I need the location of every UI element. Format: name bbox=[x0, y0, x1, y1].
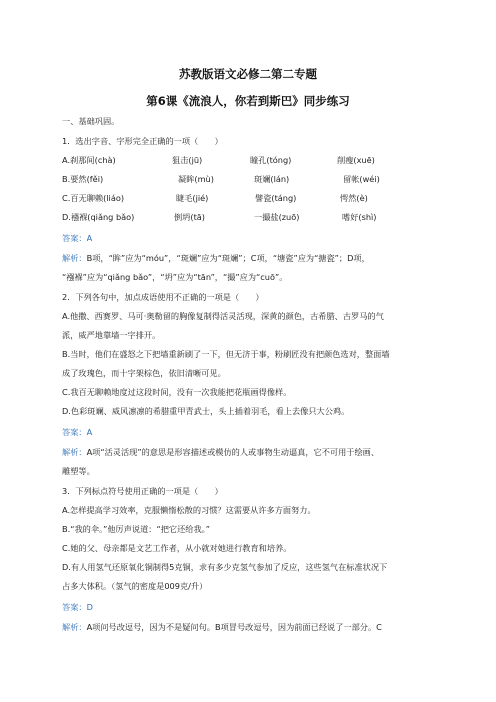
page-title: 苏教版语文必修二第二专题 bbox=[179, 67, 317, 81]
question-3-answer: 答案：D bbox=[62, 602, 93, 612]
question-3-option-d-line-2: 占多大体积。（氢气的密度是009克/升） bbox=[62, 581, 208, 591]
lesson-title: 第6课《流浪人，你若到斯巴》同步练习 bbox=[146, 94, 350, 108]
question-3-option-c: C.她的父、母亲都是文艺工作者，从小就对她进行教育和培养。 bbox=[62, 543, 292, 553]
question-2-option-b-line-1: B.当时，他们在盛怒之下把墙重新刷了一下，但无济于事，粉刷匠没有把颜色选对，整面墙 bbox=[62, 349, 390, 359]
document-page: 苏教版语文必修二第二专题 第6课《流浪人，你若到斯巴》同步练习 一、基础巩固。 1．选出字音、字形完全正确的一项（ ） A.刹那间(chà) 狙击(jū) 瞳孔(tóng) 削瘦(xuē) B.要然(fěi) 凝眸(mù) 斑斓(lán) 留帐(wéi) C.百无聊赖(liáo) 睫毛(jié) 譬瓷(táng) 愕然(è) D.襁褓(qiǎng bǎo) 倒坍(tā) 一撮盐(zuō) 嗜好(shì) 答案：A 解析：B项，“眸”应为“móu”，“斑斓”应为“斑斓”；C项，“塘瓷”应为“搪瓷”；D项， “襁褓”应为“qiǎng bǎo”，“坍”应为“tān”，“撮”应为“cuō”。 2．下列各句中，加点成语使用不正确的一项是（ ） A.他撒、西赛罗、马可·奥勒留的胸像复制得活灵活现，深黄的颜色，古希腊、古罗马的气 派，威严地靠墙一字排开。 B.当时，他们在盛怒之下把墙重新刷了一下，但无济于事，粉刷匠没有把颜色选对，整面墙 成了玫瑰色，而十字架棕色，依旧清晰可见。 C.我百无聊赖地度过这段时间，没有一次我能把花瓶画得像样。 D.色彩斑斓、威风凛凛的希腊重甲青武士，头上插着羽毛，看上去像只大公鸡。 答案：A 解析：A项“活灵活现”的意思是形容描述或模仿的人或事物生动逼真，它不可用于绘画、 雕塑等。 3．下列标点符号使用正确的一项是（ ） A.怎样提高学习效率，克服懒惰松散的习惯？这需要从许多方面努力。 B.“我的伞。”他厉声说道：“把它还给我。” C.她的父、母亲都是文艺工作者，从小就对她进行教育和培养。 D.有人用氢气还原氧化铜制得5克铜，求有多少克氢气参加了反应，这些氢气在标准状况下 占多大体积。（氢气的密度是009克/升） 答案：D 解析：A项问号改逗号，因为不是疑问句。B项冒号改逗号，因为前面已经说了一部分。C bbox=[0, 0, 496, 702]
question-2-option-d: D.色彩斑斓、威风凛凛的希腊重甲青武士，头上插着羽毛，看上去像只大公鸡。 bbox=[62, 406, 350, 416]
question-1-analysis-line-2: “襁褓”应为“qiǎng bǎo”，“坍”应为“tān”，“撮”应为“cuō”。 bbox=[62, 272, 288, 282]
question-1-stem: 1．选出字音、字形完全正确的一项（ ） bbox=[62, 136, 223, 146]
section-heading: 一、基础巩固。 bbox=[62, 116, 120, 126]
question-2-analysis-line-1: 解析：A项“活灵活现”的意思是形容描述或模仿的人或事物生动逼真，它不可用于绘画、 bbox=[62, 447, 380, 457]
question-1-answer: 答案：A bbox=[62, 233, 93, 243]
question-2-answer: 答案：A bbox=[62, 427, 93, 437]
question-3-option-b: B.“我的伞。”他厉声说道：“把它还给我。” bbox=[62, 524, 210, 534]
question-3-analysis-line-1: 解析：A项问号改逗号，因为不是疑问句。B项冒号改逗号，因为前面已经说了一部分。C bbox=[62, 622, 382, 632]
question-2-option-c: C.我百无聊赖地度过这段时间，没有一次我能把花瓶画得像样。 bbox=[62, 387, 292, 397]
question-3-option-d-line-1: D.有人用氢气还原氧化铜制得5克铜，求有多少克氢气参加了反应，这些氢气在标准状况下 bbox=[62, 562, 388, 572]
question-2-option-a-line-1: A.他撒、西赛罗、马可·奥勒留的胸像复制得活灵活现，深黄的颜色，古希腊、古罗马的气 bbox=[62, 311, 384, 321]
question-2-option-b-line-2: 成了玫瑰色，而十字架棕色，依旧清晰可见。 bbox=[62, 368, 226, 378]
question-2-stem: 2．下列各句中，加点成语使用不正确的一项是（ ） bbox=[62, 292, 264, 302]
question-2-option-a-line-2: 派，威严地靠墙一字排开。 bbox=[62, 330, 161, 340]
question-3-option-a: A.怎样提高学习效率，克服懒惰松散的习惯？这需要从许多方面努力。 bbox=[62, 505, 316, 515]
question-3-stem: 3．下列标点符号使用正确的一项是（ ） bbox=[62, 486, 223, 496]
question-1-analysis-line-1: 解析：B项，“眸”应为“móu”，“斑斓”应为“斑斓”；C项，“塘瓷”应为“搪瓷”；D项， bbox=[62, 253, 370, 263]
question-2-analysis-line-2: 雕塑等。 bbox=[62, 466, 95, 476]
